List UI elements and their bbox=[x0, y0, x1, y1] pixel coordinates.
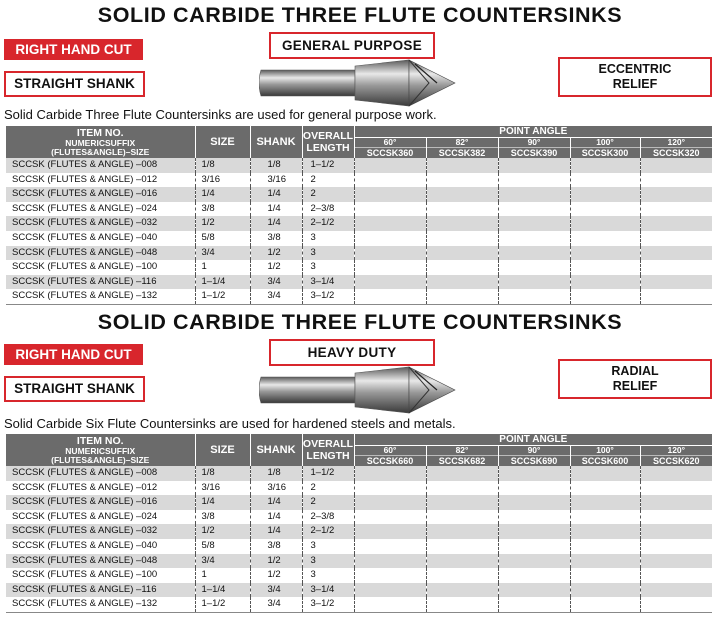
overall-length-cell: 3–1/4 bbox=[302, 583, 354, 598]
straight-shank-label: STRAIGHT SHANK bbox=[4, 376, 145, 402]
shank-cell: 1/2 bbox=[250, 568, 302, 583]
purpose-label: GENERAL PURPOSE bbox=[269, 32, 435, 59]
point-angle-cell bbox=[354, 554, 426, 569]
overall-length-cell: 1–1/2 bbox=[302, 466, 354, 481]
size-cell: 3/4 bbox=[195, 246, 250, 261]
point-angle-cell bbox=[570, 260, 640, 275]
point-angle-cell bbox=[570, 597, 640, 612]
point-angle-cell bbox=[354, 158, 426, 173]
overall-length-cell: 2 bbox=[302, 173, 354, 188]
point-angle-cell bbox=[498, 202, 570, 217]
point-angle-cell bbox=[570, 187, 640, 202]
shank-cell: 1/2 bbox=[250, 260, 302, 275]
point-angle-cell bbox=[354, 481, 426, 496]
size-cell: 1–1/4 bbox=[195, 583, 250, 598]
point-angle-cell bbox=[498, 216, 570, 231]
point-angle-cell bbox=[354, 539, 426, 554]
shank-cell: 3/8 bbox=[250, 539, 302, 554]
point-angle-cell bbox=[570, 246, 640, 261]
section-title: SOLID CARBIDE THREE FLUTE COUNTERSINKS bbox=[97, 3, 623, 27]
overall-length-cell: 1–1/2 bbox=[302, 158, 354, 173]
spec-table bbox=[6, 434, 712, 613]
table-row bbox=[6, 216, 712, 231]
point-angle-cell bbox=[570, 495, 640, 510]
point-angle-cell bbox=[640, 583, 712, 598]
shank-cell: 1/4 bbox=[250, 216, 302, 231]
shank-cell: 1/4 bbox=[250, 510, 302, 525]
table-row bbox=[6, 510, 712, 525]
countersink-tool-illustration bbox=[259, 365, 459, 415]
series-code-header: SCCSK600 bbox=[570, 456, 640, 467]
item-no-cell: SCCSK (FLUTES & ANGLE) –032 bbox=[6, 216, 195, 231]
size-cell: 1 bbox=[195, 568, 250, 583]
item-no-header: ITEM NO. NUMERICSUFFIX (FLUTES&ANGLE)–SIZE bbox=[6, 126, 195, 158]
point-angle-cell bbox=[354, 216, 426, 231]
series-code-header: SCCSK320 bbox=[640, 148, 712, 159]
table-row bbox=[6, 597, 712, 612]
section-heavy-duty bbox=[0, 309, 720, 618]
table-row bbox=[6, 202, 712, 217]
shank-cell: 3/16 bbox=[250, 481, 302, 496]
right-hand-cut-badge: RIGHT HAND CUT bbox=[4, 39, 143, 60]
point-angle-cell bbox=[426, 246, 498, 261]
shank-header: SHANK bbox=[250, 126, 302, 158]
size-cell: 1/4 bbox=[195, 187, 250, 202]
series-code-header: SCCSK660 bbox=[354, 456, 426, 467]
point-angle-cell bbox=[354, 568, 426, 583]
size-header: SIZE bbox=[195, 434, 250, 466]
point-angle-cell bbox=[498, 539, 570, 554]
point-angle-header: POINT ANGLE bbox=[354, 434, 712, 446]
size-cell: 3/4 bbox=[195, 554, 250, 569]
size-cell: 1/2 bbox=[195, 524, 250, 539]
spec-table-body bbox=[6, 466, 712, 612]
point-angle-cell bbox=[426, 202, 498, 217]
overall-length-cell: 3 bbox=[302, 260, 354, 275]
point-angle-cell bbox=[498, 158, 570, 173]
point-angle-cell bbox=[426, 289, 498, 304]
shank-cell: 1/4 bbox=[250, 202, 302, 217]
point-angle-cell bbox=[354, 173, 426, 188]
point-angle-cell bbox=[640, 173, 712, 188]
point-angle-cell bbox=[426, 568, 498, 583]
point-angle-cell bbox=[498, 597, 570, 612]
point-angle-cell bbox=[570, 554, 640, 569]
point-angle-cell bbox=[640, 289, 712, 304]
series-code-header: SCCSK620 bbox=[640, 456, 712, 467]
point-angle-cell bbox=[640, 510, 712, 525]
point-angle-cell bbox=[498, 466, 570, 481]
item-no-cell: SCCSK (FLUTES & ANGLE) –008 bbox=[6, 466, 195, 481]
item-no-header: ITEM NO. NUMERICSUFFIX (FLUTES&ANGLE)–SIZE bbox=[6, 434, 195, 466]
item-no-cell: SCCSK (FLUTES & ANGLE) –040 bbox=[6, 231, 195, 246]
table-row bbox=[6, 524, 712, 539]
point-angle-cell bbox=[354, 495, 426, 510]
point-angle-cell bbox=[640, 495, 712, 510]
overall-length-cell: 2–3/8 bbox=[302, 202, 354, 217]
table-row bbox=[6, 583, 712, 598]
point-angle-cell bbox=[498, 510, 570, 525]
table-row bbox=[6, 466, 712, 481]
point-angle-cell bbox=[426, 510, 498, 525]
item-no-cell: SCCSK (FLUTES & ANGLE) –048 bbox=[6, 246, 195, 261]
angle-header: 120° bbox=[640, 446, 712, 456]
point-angle-cell bbox=[498, 289, 570, 304]
section-title: SOLID CARBIDE THREE FLUTE COUNTERSINKS bbox=[97, 310, 623, 334]
relief-line-1: RADIAL bbox=[611, 364, 659, 378]
point-angle-cell bbox=[570, 173, 640, 188]
countersink-tool-illustration bbox=[259, 58, 459, 108]
series-code-header: SCCSK682 bbox=[426, 456, 498, 467]
point-angle-cell bbox=[570, 510, 640, 525]
table-row bbox=[6, 173, 712, 188]
point-angle-cell bbox=[640, 246, 712, 261]
angle-header: 82° bbox=[426, 138, 498, 148]
point-angle-cell bbox=[354, 466, 426, 481]
shank-cell: 1/2 bbox=[250, 554, 302, 569]
description-text: Solid Carbide Three Flute Countersinks are used for general purpose work. bbox=[4, 107, 437, 122]
point-angle-cell bbox=[426, 216, 498, 231]
shank-cell: 3/8 bbox=[250, 231, 302, 246]
size-cell: 1–1/2 bbox=[195, 597, 250, 612]
size-cell: 3/16 bbox=[195, 481, 250, 496]
item-no-cell: SCCSK (FLUTES & ANGLE) –032 bbox=[6, 524, 195, 539]
overall-length-cell: 3–1/2 bbox=[302, 289, 354, 304]
shank-cell: 1/2 bbox=[250, 246, 302, 261]
point-angle-cell bbox=[426, 495, 498, 510]
series-code-header: SCCSK390 bbox=[498, 148, 570, 159]
table-row bbox=[6, 495, 712, 510]
size-cell: 1 bbox=[195, 260, 250, 275]
size-cell: 1/2 bbox=[195, 216, 250, 231]
overall-length-cell: 2–1/2 bbox=[302, 524, 354, 539]
point-angle-cell bbox=[498, 554, 570, 569]
overall-length-cell: 3 bbox=[302, 231, 354, 246]
point-angle-cell bbox=[570, 539, 640, 554]
point-angle-cell bbox=[640, 466, 712, 481]
size-cell: 1/8 bbox=[195, 158, 250, 173]
size-cell: 3/8 bbox=[195, 202, 250, 217]
point-angle-cell bbox=[640, 568, 712, 583]
item-no-cell: SCCSK (FLUTES & ANGLE) –132 bbox=[6, 289, 195, 304]
angle-header: 120° bbox=[640, 138, 712, 148]
point-angle-cell bbox=[640, 481, 712, 496]
shank-cell: 3/4 bbox=[250, 583, 302, 598]
point-angle-cell bbox=[570, 481, 640, 496]
point-angle-cell bbox=[570, 216, 640, 231]
size-cell: 5/8 bbox=[195, 539, 250, 554]
shank-cell: 3/4 bbox=[250, 275, 302, 290]
size-cell: 5/8 bbox=[195, 231, 250, 246]
point-angle-cell bbox=[640, 554, 712, 569]
description-text: Solid Carbide Six Flute Countersinks are used for hardened steels and metals. bbox=[4, 416, 456, 431]
shank-cell: 3/16 bbox=[250, 173, 302, 188]
point-angle-cell bbox=[354, 202, 426, 217]
point-angle-cell bbox=[426, 187, 498, 202]
point-angle-cell bbox=[354, 231, 426, 246]
angle-header: 90° bbox=[498, 138, 570, 148]
point-angle-cell bbox=[640, 187, 712, 202]
point-angle-cell bbox=[426, 466, 498, 481]
overall-length-cell: 3–1/2 bbox=[302, 597, 354, 612]
overall-length-header: OVERALL LENGTH bbox=[302, 126, 354, 158]
point-angle-cell bbox=[426, 524, 498, 539]
table-row bbox=[6, 554, 712, 569]
item-no-cell: SCCSK (FLUTES & ANGLE) –008 bbox=[6, 158, 195, 173]
table-row bbox=[6, 481, 712, 496]
point-angle-cell bbox=[354, 275, 426, 290]
point-angle-cell bbox=[498, 231, 570, 246]
point-angle-cell bbox=[426, 173, 498, 188]
spec-table bbox=[6, 126, 712, 305]
point-angle-cell bbox=[426, 597, 498, 612]
point-angle-cell bbox=[354, 510, 426, 525]
spec-table-body bbox=[6, 158, 712, 304]
overall-length-cell: 2–3/8 bbox=[302, 510, 354, 525]
table-row bbox=[6, 539, 712, 554]
point-angle-cell bbox=[498, 187, 570, 202]
point-angle-cell bbox=[570, 524, 640, 539]
point-angle-cell bbox=[570, 568, 640, 583]
item-no-cell: SCCSK (FLUTES & ANGLE) –024 bbox=[6, 202, 195, 217]
series-code-header: SCCSK360 bbox=[354, 148, 426, 159]
size-cell: 1–1/4 bbox=[195, 275, 250, 290]
point-angle-cell bbox=[498, 568, 570, 583]
item-no-cell: SCCSK (FLUTES & ANGLE) –024 bbox=[6, 510, 195, 525]
table-row bbox=[6, 275, 712, 290]
point-angle-cell bbox=[640, 231, 712, 246]
series-code-header: SCCSK690 bbox=[498, 456, 570, 467]
item-no-cell: SCCSK (FLUTES & ANGLE) –016 bbox=[6, 495, 195, 510]
point-angle-cell bbox=[426, 481, 498, 496]
overall-length-cell: 3 bbox=[302, 539, 354, 554]
item-no-cell: SCCSK (FLUTES & ANGLE) –012 bbox=[6, 173, 195, 188]
shank-cell: 1/4 bbox=[250, 187, 302, 202]
point-angle-cell bbox=[498, 260, 570, 275]
overall-length-cell: 3–1/4 bbox=[302, 275, 354, 290]
point-angle-cell bbox=[354, 246, 426, 261]
point-angle-cell bbox=[426, 231, 498, 246]
point-angle-cell bbox=[426, 554, 498, 569]
overall-length-cell: 3 bbox=[302, 554, 354, 569]
point-angle-cell bbox=[498, 481, 570, 496]
shank-cell: 3/4 bbox=[250, 597, 302, 612]
point-angle-cell bbox=[426, 583, 498, 598]
overall-length-cell: 2 bbox=[302, 495, 354, 510]
relief-type-label bbox=[558, 359, 712, 399]
point-angle-cell bbox=[354, 260, 426, 275]
shank-cell: 1/8 bbox=[250, 158, 302, 173]
point-angle-cell bbox=[498, 246, 570, 261]
item-no-cell: SCCSK (FLUTES & ANGLE) –100 bbox=[6, 568, 195, 583]
table-row bbox=[6, 246, 712, 261]
item-no-cell: SCCSK (FLUTES & ANGLE) –100 bbox=[6, 260, 195, 275]
point-angle-cell bbox=[354, 597, 426, 612]
item-no-cell: SCCSK (FLUTES & ANGLE) –012 bbox=[6, 481, 195, 496]
table-row bbox=[6, 231, 712, 246]
table-row bbox=[6, 187, 712, 202]
point-angle-cell bbox=[570, 466, 640, 481]
point-angle-cell bbox=[640, 158, 712, 173]
size-cell: 3/16 bbox=[195, 173, 250, 188]
relief-type-label bbox=[558, 57, 712, 97]
series-code-header: SCCSK300 bbox=[570, 148, 640, 159]
point-angle-header: POINT ANGLE bbox=[354, 126, 712, 138]
point-angle-cell bbox=[570, 289, 640, 304]
point-angle-cell bbox=[640, 275, 712, 290]
purpose-label: HEAVY DUTY bbox=[269, 339, 435, 366]
table-row bbox=[6, 260, 712, 275]
item-no-cell: SCCSK (FLUTES & ANGLE) –116 bbox=[6, 275, 195, 290]
point-angle-cell bbox=[498, 495, 570, 510]
point-angle-cell bbox=[570, 231, 640, 246]
point-angle-cell bbox=[426, 260, 498, 275]
point-angle-cell bbox=[640, 216, 712, 231]
point-angle-cell bbox=[426, 539, 498, 554]
point-angle-cell bbox=[498, 524, 570, 539]
size-cell: 3/8 bbox=[195, 510, 250, 525]
overall-length-cell: 2 bbox=[302, 481, 354, 496]
table-row bbox=[6, 568, 712, 583]
point-angle-cell bbox=[570, 275, 640, 290]
size-cell: 1–1/2 bbox=[195, 289, 250, 304]
shank-cell: 1/8 bbox=[250, 466, 302, 481]
angle-header: 60° bbox=[354, 446, 426, 456]
angle-header: 100° bbox=[570, 446, 640, 456]
point-angle-cell bbox=[498, 275, 570, 290]
size-header: SIZE bbox=[195, 126, 250, 158]
overall-length-cell: 2–1/2 bbox=[302, 216, 354, 231]
angle-header: 90° bbox=[498, 446, 570, 456]
point-angle-cell bbox=[640, 202, 712, 217]
point-angle-cell bbox=[640, 597, 712, 612]
item-no-cell: SCCSK (FLUTES & ANGLE) –016 bbox=[6, 187, 195, 202]
point-angle-cell bbox=[354, 524, 426, 539]
angle-header: 82° bbox=[426, 446, 498, 456]
relief-line-1: ECCENTRIC bbox=[598, 62, 672, 76]
size-cell: 1/4 bbox=[195, 495, 250, 510]
point-angle-cell bbox=[640, 539, 712, 554]
table-row bbox=[6, 158, 712, 173]
shank-cell: 1/4 bbox=[250, 495, 302, 510]
point-angle-cell bbox=[570, 158, 640, 173]
point-angle-cell bbox=[640, 524, 712, 539]
right-hand-cut-badge: RIGHT HAND CUT bbox=[4, 344, 143, 365]
relief-line-2: RELIEF bbox=[612, 379, 658, 393]
point-angle-cell bbox=[354, 187, 426, 202]
point-angle-cell bbox=[640, 260, 712, 275]
section-general-purpose bbox=[0, 2, 720, 308]
item-no-cell: SCCSK (FLUTES & ANGLE) –116 bbox=[6, 583, 195, 598]
point-angle-cell bbox=[570, 583, 640, 598]
point-angle-cell bbox=[426, 158, 498, 173]
shank-header: SHANK bbox=[250, 434, 302, 466]
item-no-cell: SCCSK (FLUTES & ANGLE) –132 bbox=[6, 597, 195, 612]
relief-line-2: RELIEF bbox=[612, 77, 658, 91]
point-angle-cell bbox=[354, 289, 426, 304]
shank-cell: 3/4 bbox=[250, 289, 302, 304]
overall-length-cell: 3 bbox=[302, 246, 354, 261]
angle-header: 100° bbox=[570, 138, 640, 148]
straight-shank-label: STRAIGHT SHANK bbox=[4, 71, 145, 97]
size-cell: 1/8 bbox=[195, 466, 250, 481]
point-angle-cell bbox=[354, 583, 426, 598]
overall-length-header: OVERALL LENGTH bbox=[302, 434, 354, 466]
item-no-cell: SCCSK (FLUTES & ANGLE) –048 bbox=[6, 554, 195, 569]
point-angle-cell bbox=[570, 202, 640, 217]
shank-cell: 1/4 bbox=[250, 524, 302, 539]
overall-length-cell: 2 bbox=[302, 187, 354, 202]
table-row bbox=[6, 289, 712, 304]
point-angle-cell bbox=[498, 583, 570, 598]
angle-header: 60° bbox=[354, 138, 426, 148]
item-no-cell: SCCSK (FLUTES & ANGLE) –040 bbox=[6, 539, 195, 554]
point-angle-cell bbox=[426, 275, 498, 290]
overall-length-cell: 3 bbox=[302, 568, 354, 583]
series-code-header: SCCSK382 bbox=[426, 148, 498, 159]
point-angle-cell bbox=[498, 173, 570, 188]
